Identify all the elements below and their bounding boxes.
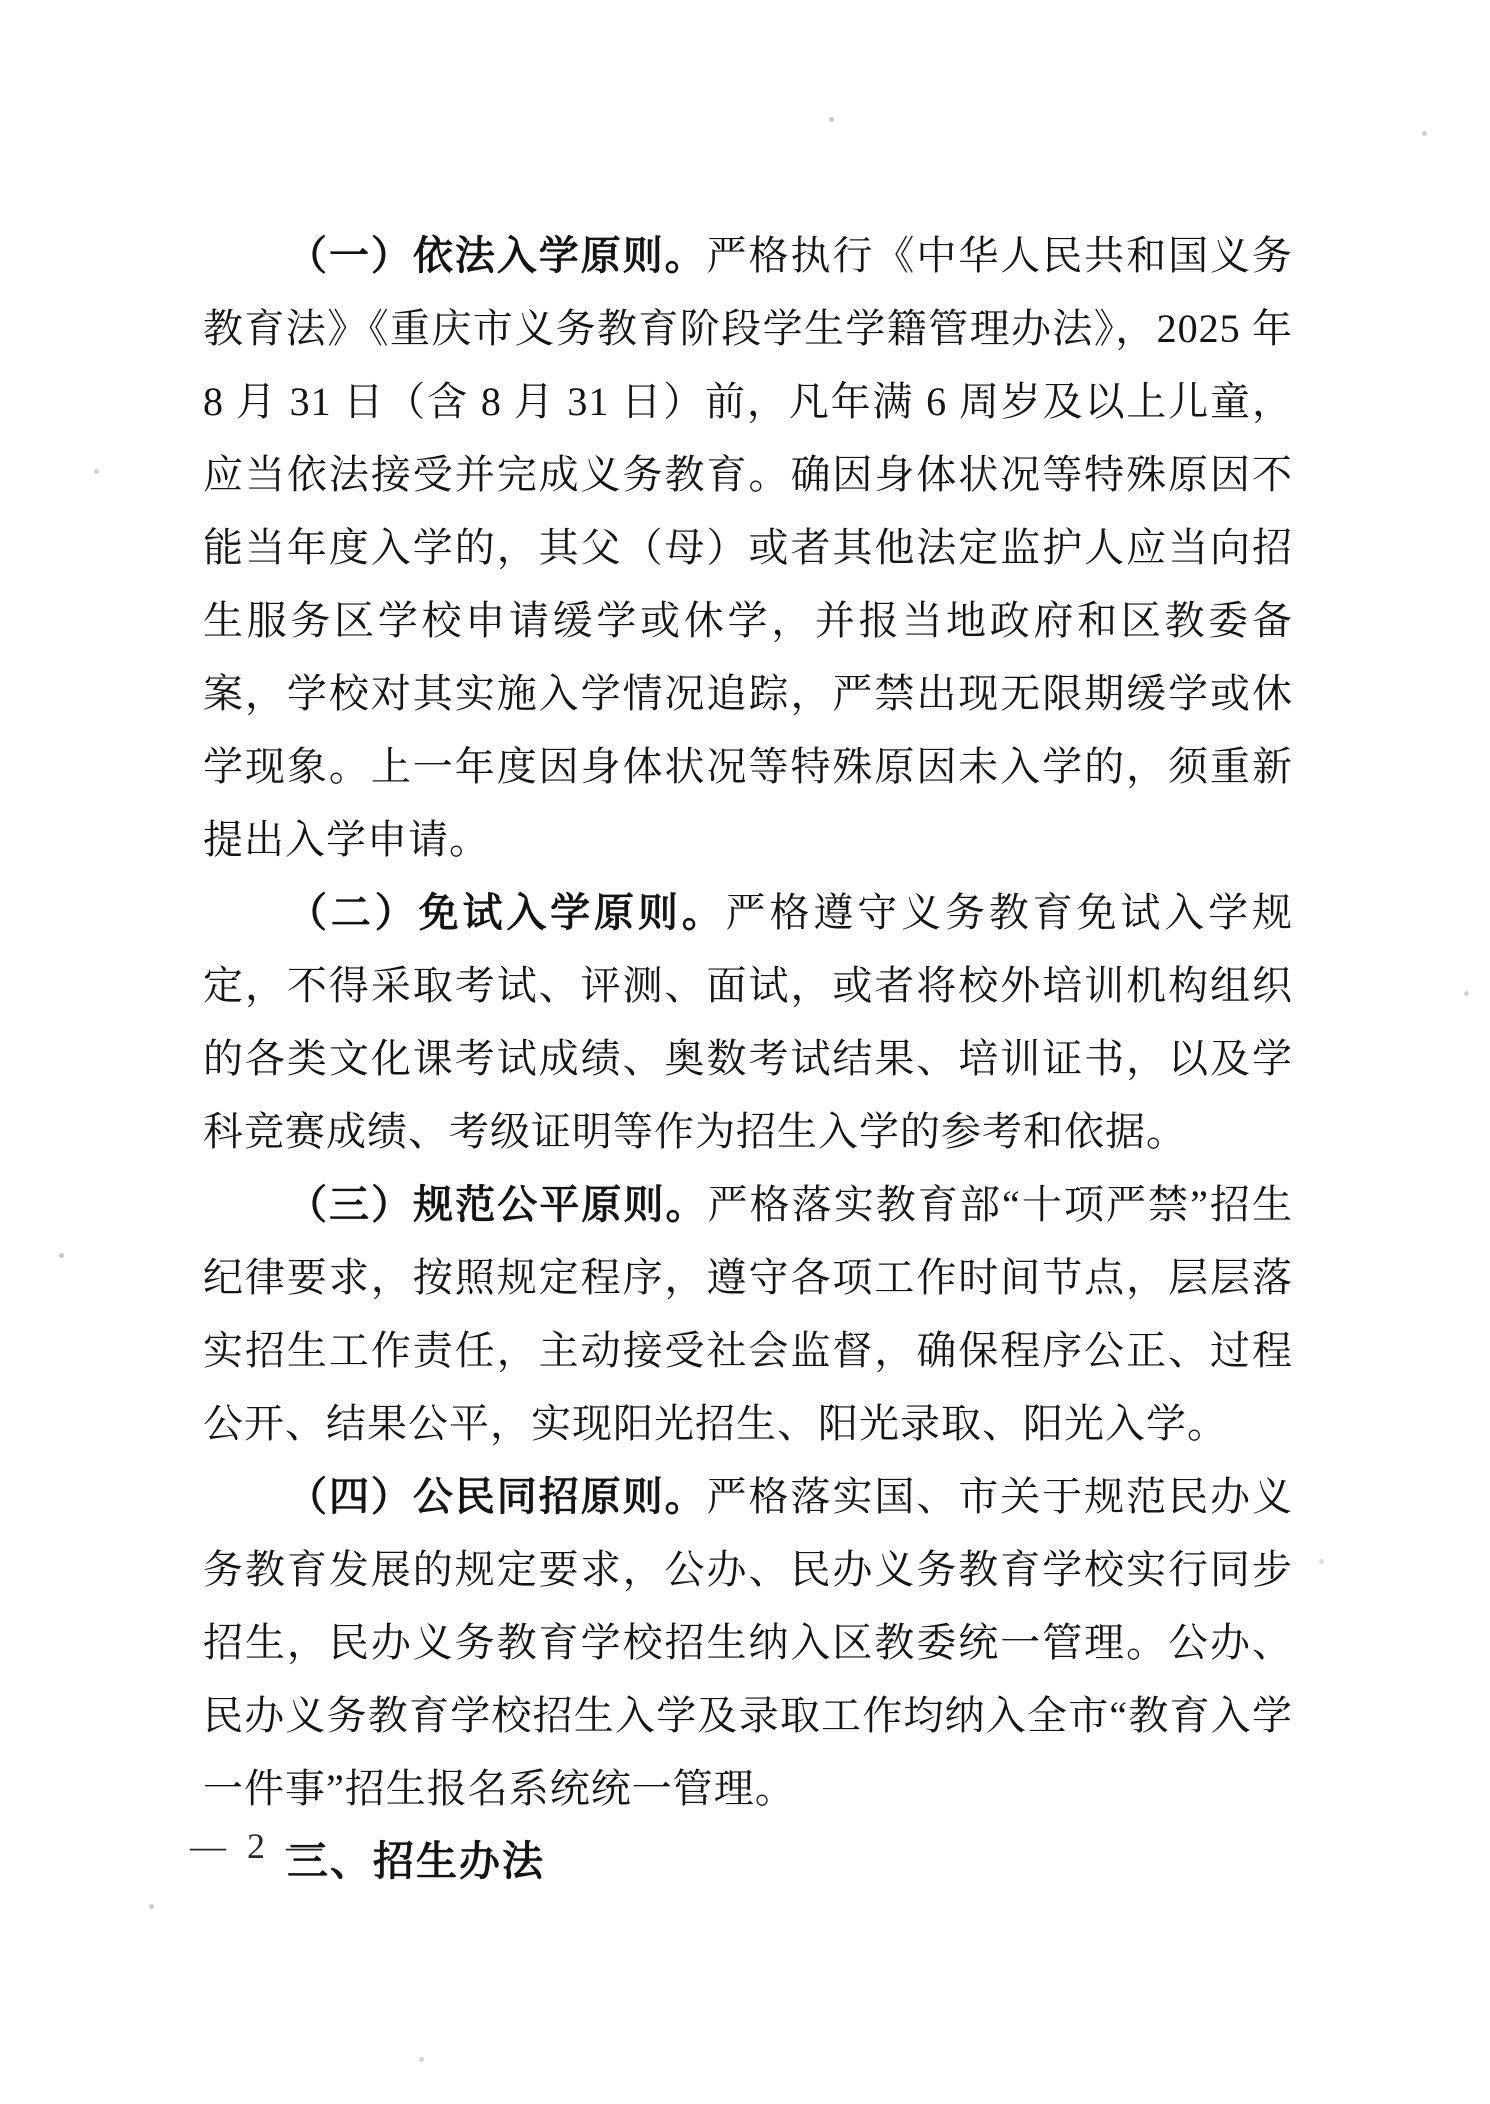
paragraph-principle-2 [203,876,1293,1168]
paragraph-lead-label: （三）规范公平原则。 [287,1182,708,1227]
paragraph-text: 严格落实教育部“十项严禁”招生纪律要求，按照规定程序，遵守各项工作时间节点，层层落实招生工作责任，主动接受社会监督，确保程序公正、过程公开、结果公平，实现阳光招生、阳光录取、阳光入学。 [203,1182,1293,1446]
paragraph-lead-label: （一）依法入学原则。 [287,233,707,278]
paragraph-principle-1 [203,219,1293,876]
paragraph-lead-label: （四）公民同招原则。 [287,1474,707,1519]
paragraph-text: 严格执行《中华人民共和国义务教育法》《重庆市义务教育阶段学生学籍管理办法》，2025 年 8 月 31 日（含 8 月 31 日）前，凡年满 6 周岁及以上儿童，应当依法接受并完成义务教育。确因身体状况等特殊原因不能当年度入学的，其父（母）或者其他法定监护人应当向招生服务区学校申请缓学或休学，并报当地政府和区教委备案，学校对其实施入学情况追踪，严禁出现无限期缓学或休学现象。上一年度因身体状况等特殊原因未入学的，须重新提出入学申请。 [203,233,1294,862]
page-number: — 2 — [190,1826,328,1866]
scan-noise-specks [0,0,3,3]
paragraph-text: 严格落实国、市关于规范民办义务教育发展的规定要求，公办、民办义务教育学校实行同步招生，民办义务教育学校招生纳入区教委统一管理。公办、民办义务教育学校招生入学及录取工作均纳入全市“教育入学一件事”招生报名系统统一管理。 [203,1474,1294,1811]
paragraph-principle-4 [203,1460,1293,1825]
paragraph-text: 严格遵守义务教育免试入学规定，不得采取考试、评测、面试，或者将校外培训机构组织的各类文化课考试成绩、奥数考试结果、培训证书，以及学科竞赛成绩、考级证明等作为招生入学的参考和依据。 [203,890,1294,1154]
section-heading: 三、招生办法 [287,1838,545,1884]
paragraph-lead-label: （二）免试入学原则。 [287,890,726,935]
paragraph-principle-3 [203,1168,1293,1460]
document-body [203,219,1293,1898]
